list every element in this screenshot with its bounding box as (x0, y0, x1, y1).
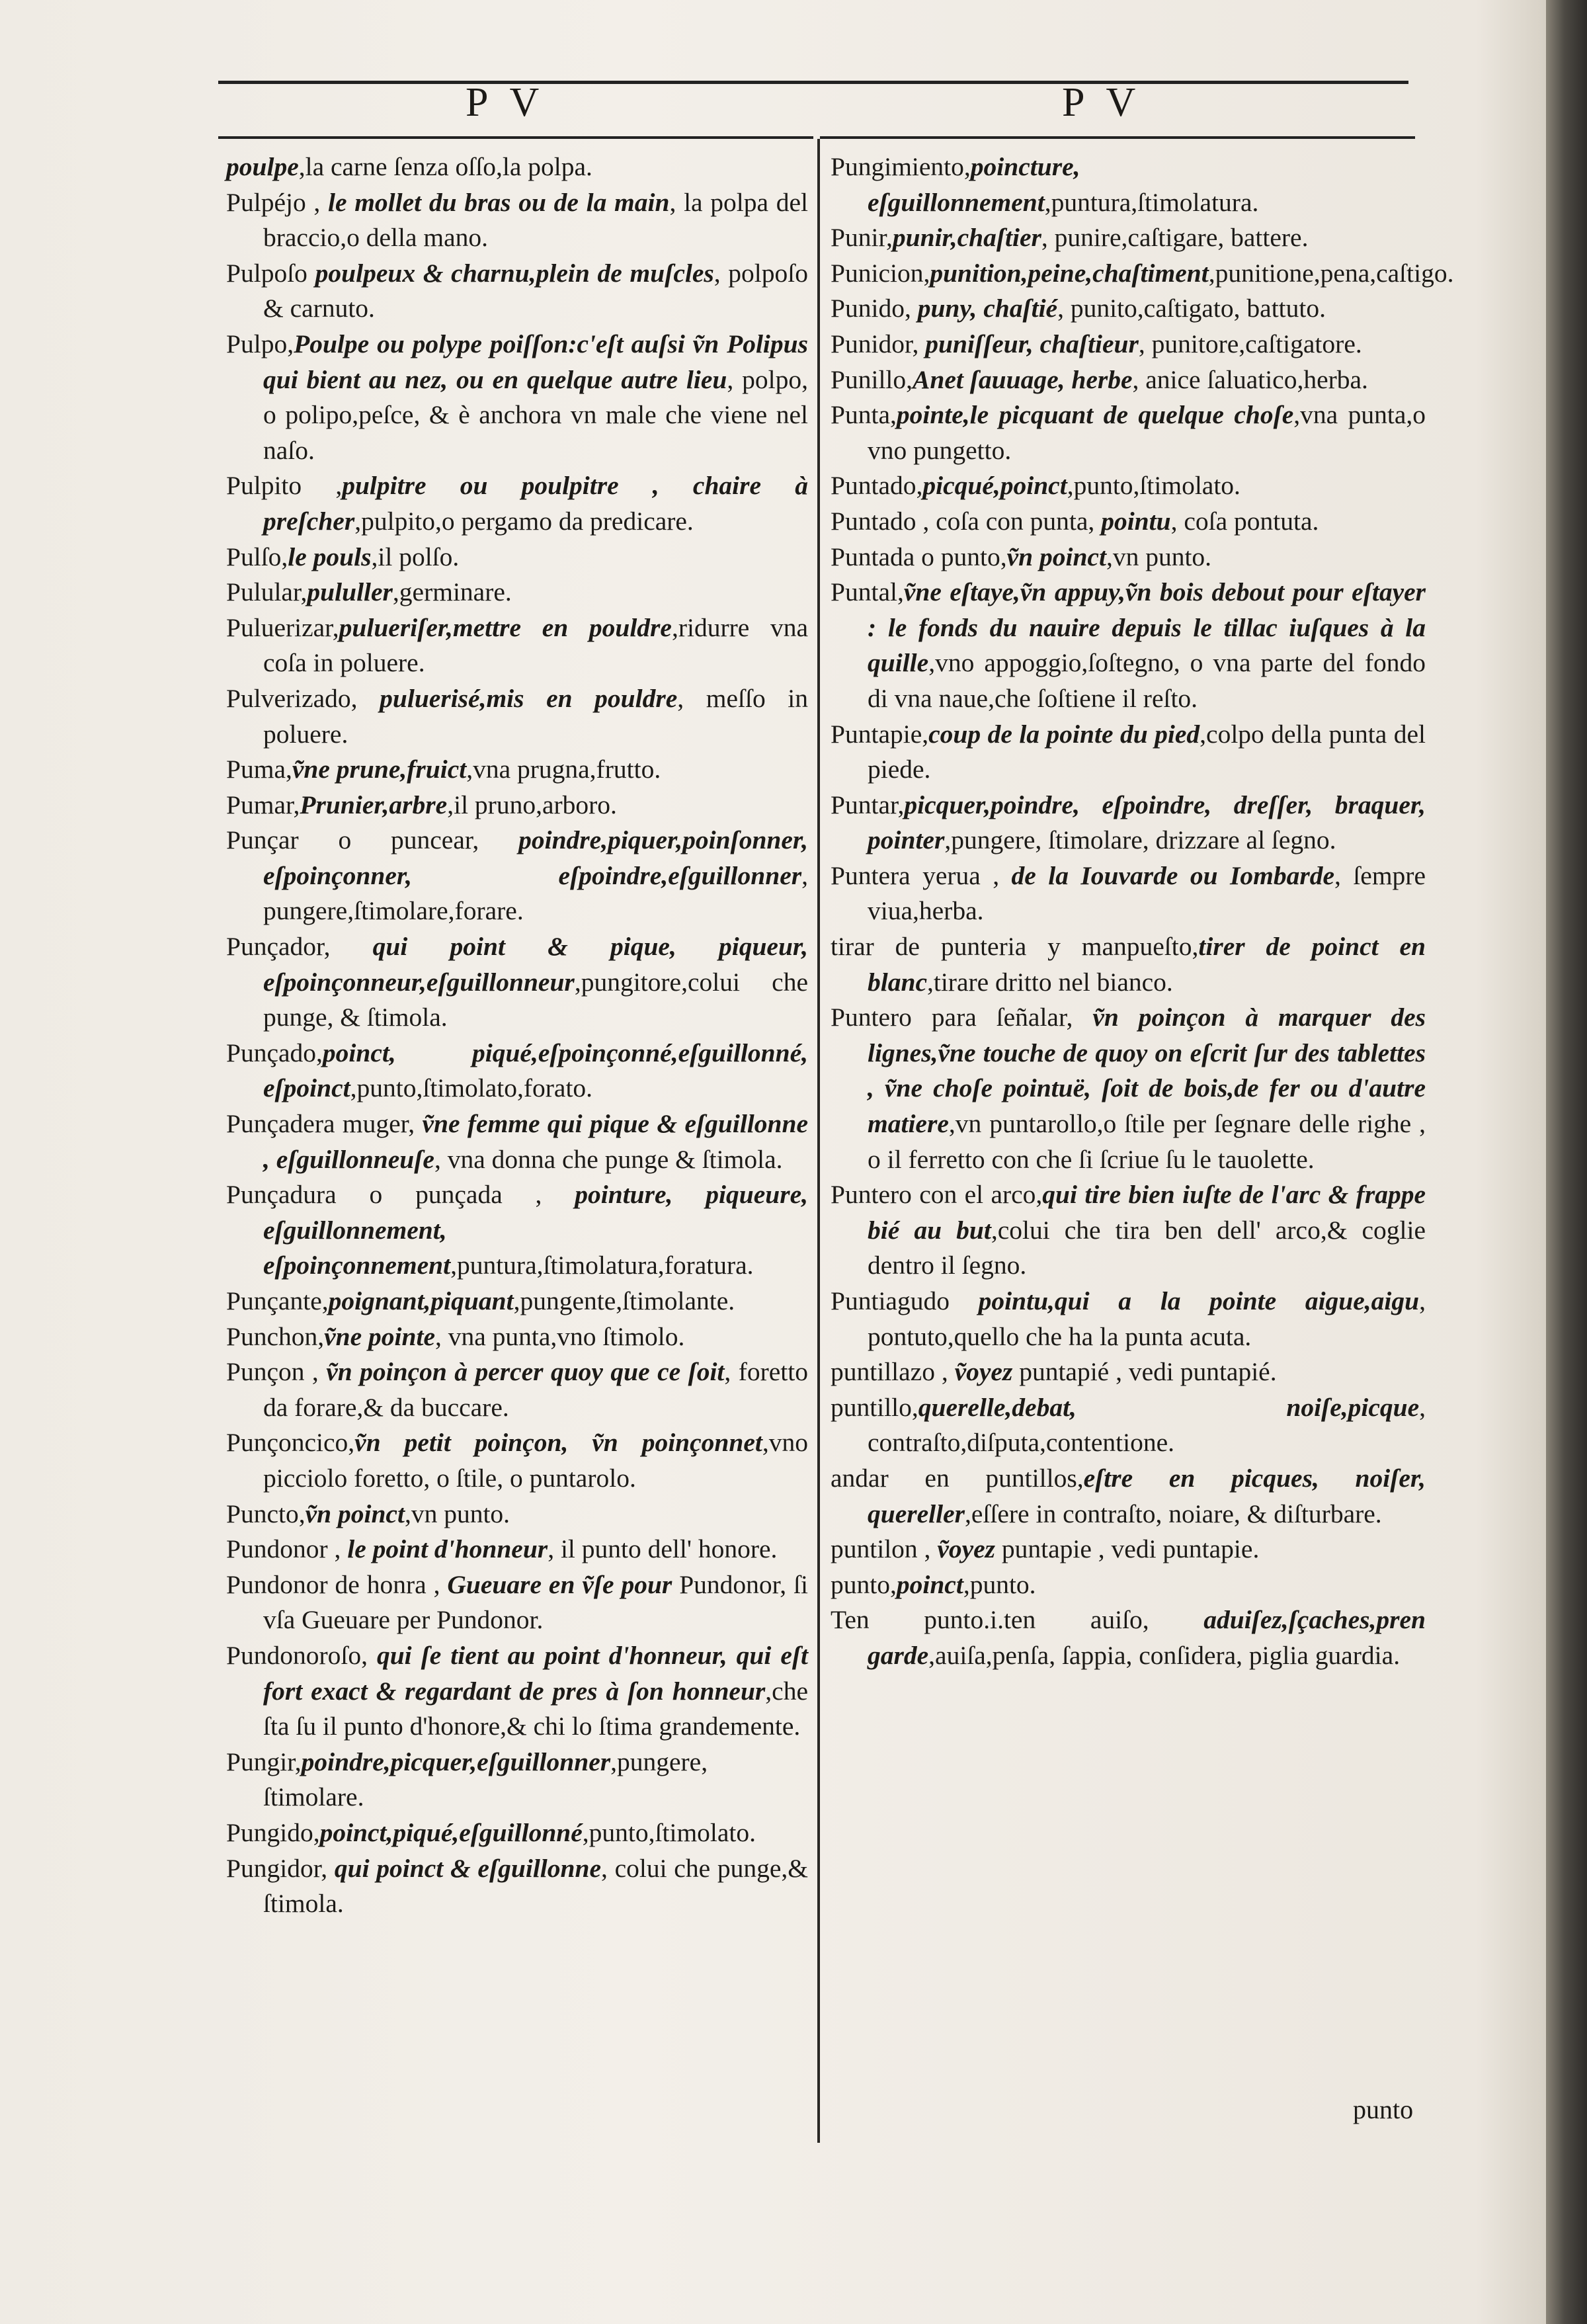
entry-headword: punto, (831, 1569, 897, 1599)
dictionary-entry (226, 929, 808, 1036)
dictionary-entry (226, 256, 808, 327)
entry-headword: Pulpéjo , (226, 187, 328, 217)
dictionary-entry (226, 1815, 808, 1851)
entry-italian-gloss: ,il polſo. (371, 542, 460, 571)
entry-italian-gloss: Pundonor, ſi vſa Gueuare per Pundonor. (263, 1569, 808, 1635)
dictionary-entry (226, 1177, 808, 1284)
entry-french-gloss: poindre,piquer,poinſonner, eſpoinçonner, eſpoindre,eſguillonner (263, 825, 808, 890)
entry-headword: Punçado, (226, 1038, 323, 1067)
entry-french-gloss: de la Iouvarde ou Iombarde (1011, 860, 1335, 890)
entry-french-gloss: qui tire bien iuſte de l'arc & frappe bié au but (868, 1180, 1426, 1245)
entry-italian-gloss: , punire,caſtigare, battere. (1041, 223, 1309, 253)
dictionary-entry (226, 468, 808, 539)
entry-headword: puntilon , (831, 1534, 938, 1564)
entry-headword: Punidor, (831, 329, 926, 358)
entry-italian-gloss: ,vno picciolo foretto, o ſtile, o puntarolo. (263, 1428, 808, 1493)
dictionary-entry (831, 504, 1426, 540)
entry-headword: Pundonor , (226, 1534, 348, 1564)
entry-headword: Punicion, (831, 258, 930, 288)
entry-headword: Pulverizado, (226, 683, 380, 713)
entry-headword: Pungir, (226, 1747, 302, 1776)
entry-headword: Punido, (831, 294, 918, 323)
entry-french-gloss: ṽn poinct (1006, 542, 1106, 571)
dictionary-entry (226, 1638, 808, 1745)
entry-french-gloss: pululler (307, 577, 393, 607)
entry-french-gloss: ṽne eſtaye,ṽn appuy,ṽn bois debout pour eſtayer : le fonds du nauire depuis le tillac iuſques à la quille (868, 577, 1426, 678)
dictionary-entry (226, 1284, 808, 1319)
dictionary-entry (226, 540, 808, 575)
entry-french-gloss: poinct, piqué,eſpoinçonné,eſguillonné, eſpoinct (263, 1038, 808, 1103)
entry-italian-gloss: ,vna prugna,frutto. (466, 755, 661, 784)
entry-italian-gloss: , la polpa del braccio,o della mano. (263, 187, 808, 253)
entry-french-gloss: poindre,picquer,eſguillonner (301, 1747, 611, 1776)
catchword: punto (1353, 2095, 1414, 2124)
entry-french-gloss: ṽoyez (937, 1534, 996, 1564)
entry-italian-gloss: ,punto,ſtimolato,forato. (350, 1073, 593, 1103)
entry-headword: Puntada o punto, (831, 542, 1007, 571)
entry-headword: Punçon , (226, 1357, 327, 1387)
entry-headword: Puntiagudo (831, 1286, 979, 1315)
entry-italian-gloss: , coſa pontuta. (1170, 506, 1319, 536)
dictionary-entry (831, 149, 1426, 220)
dictionary-entry (226, 681, 808, 752)
entry-french-gloss: qui point & pique, piqueur, eſpoinçonneur,eſguillonneur (263, 932, 808, 997)
dictionary-entry (226, 1036, 808, 1106)
entry-italian-gloss: ,vn punto. (1106, 542, 1212, 571)
dictionary-entry (226, 1106, 808, 1177)
entry-headword: Puma, (226, 755, 292, 784)
entry-french-gloss: punition,peine,chaſtiment (930, 258, 1209, 288)
entry-french-gloss: ṽoyez (954, 1357, 1013, 1387)
dictionary-entry (226, 149, 808, 185)
entry-headword: Puntera yerua , (831, 860, 1012, 890)
entry-italian-gloss: , il punto dell' honore. (548, 1534, 778, 1564)
entry-french-gloss: poincture, eſguillonnement (868, 152, 1080, 217)
entry-headword: Ten punto.i.ten auiſo, (831, 1605, 1204, 1635)
dictionary-entry (226, 1497, 808, 1532)
entry-italian-gloss: ,punitione,pena,caſtigo. (1208, 258, 1454, 288)
entry-french-gloss: pointu,qui a la pointe aigue,aigu (978, 1286, 1420, 1315)
entry-headword: Punillo, (831, 364, 913, 394)
entry-french-gloss: Gueuare en ṽſe pour (447, 1569, 672, 1599)
entry-french-gloss: Poulpe ou polype poiſſon:c'eſt auſsi ṽn Polipus qui bient au nez, ou en quelque autre lieu (263, 329, 808, 394)
entry-headword: Puncto, (226, 1499, 305, 1528)
dictionary-entry (831, 362, 1426, 398)
entry-headword: Pulſo, (226, 542, 288, 571)
dictionary-entry (831, 291, 1426, 327)
entry-headword: Punçar o puncear, (226, 825, 519, 855)
dictionary-entry (831, 540, 1426, 575)
entry-headword: Puluerizar, (226, 612, 339, 642)
entry-french-gloss: coup de la pointe du pied (928, 719, 1200, 749)
entry-french-gloss: ṽne femme qui pique & eſguillonne , eſguillonneuſe (263, 1109, 808, 1174)
entry-french-gloss: Prunier,arbre (300, 790, 448, 819)
dictionary-entry (226, 823, 808, 929)
entry-italian-gloss: puntapie , vedi puntapie. (995, 1534, 1260, 1564)
dictionary-entry (831, 327, 1426, 362)
entry-italian-gloss: ,puntura,ſtimolatura. (1044, 187, 1259, 217)
entry-italian-gloss: ,puntura,ſtimolatura,foratura. (450, 1251, 754, 1280)
entry-french-gloss: ṽne prune,fruict (292, 755, 467, 784)
entry-headword: Punta, (831, 400, 897, 430)
dictionary-entry (226, 788, 808, 823)
entry-headword: Punçoncico, (226, 1428, 355, 1458)
dictionary-entry (831, 220, 1426, 256)
entry-italian-gloss: ,germinare. (392, 577, 512, 607)
entry-italian-gloss: , meſſo in poluere. (263, 683, 808, 749)
entry-headword: Pungidor, (226, 1853, 335, 1883)
column-divider (817, 139, 820, 2143)
dictionary-entry (831, 1461, 1426, 1532)
entry-headword: Pulpoſo (226, 258, 315, 288)
entry-italian-gloss: ,eſſere in contraſto, noiare, & diſturbare. (965, 1499, 1382, 1528)
dictionary-entry (226, 610, 808, 681)
entry-italian-gloss: ,ridurre vna coſa in poluere. (263, 612, 809, 678)
entry-italian-gloss: puntapié , vedi puntapié. (1012, 1357, 1277, 1387)
entry-italian-gloss: ,tirare dritto nel bianco. (926, 967, 1173, 997)
entry-italian-gloss: ,pungente,ſtimolante. (513, 1286, 735, 1315)
dictionary-entry (831, 929, 1426, 1000)
entry-french-gloss: tirer de poinct en blanc (868, 932, 1426, 997)
entry-headword: Puntado , coſa con punta, (831, 506, 1102, 536)
entry-french-gloss: Anet ſauuage, herbe (913, 364, 1133, 394)
entry-french-gloss: pulueriſer,mettre en pouldre (339, 612, 672, 642)
entry-italian-gloss: ,vn punto. (404, 1499, 510, 1528)
entry-headword: Pulpo, (226, 329, 294, 358)
dictionary-entry (226, 327, 808, 468)
entry-italian-gloss: ,il pruno,arboro. (447, 790, 617, 819)
entry-headword: puntillo, (831, 1392, 918, 1422)
dictionary-entry (831, 575, 1426, 716)
entry-italian-gloss: ,punto,ſtimolato. (582, 1817, 756, 1847)
dictionary-entry (831, 858, 1426, 929)
entry-french-gloss: picquer,poindre, eſpoindre, dreſſer, braquer, pointer (868, 790, 1426, 855)
dictionary-entry (831, 717, 1426, 788)
entry-headword: Punçadura o punçada , (226, 1180, 575, 1210)
entry-headword: Pungimiento, (831, 152, 971, 181)
entry-french-gloss: ṽne pointe (324, 1321, 435, 1351)
dictionary-entry (831, 256, 1454, 292)
entry-italian-gloss: ,vna punta,o vno pungetto. (868, 400, 1426, 465)
right-column (831, 149, 1454, 1674)
entry-italian-gloss: , contraſto,diſputa,contentione. (868, 1392, 1426, 1458)
entry-headword: Puntar, (831, 790, 905, 819)
entry-italian-gloss: , polpo, o polipo,peſce, & è anchora vn male che viene nel naſo. (263, 364, 808, 465)
entry-headword: puntillazo , (831, 1357, 955, 1387)
entry-french-gloss: ṽn poinct (305, 1499, 405, 1528)
dictionary-entry (831, 397, 1426, 468)
left-column (226, 149, 808, 1922)
dictionary-entry (226, 1532, 808, 1567)
entry-french-gloss: querelle,debat, noiſe,picque (918, 1392, 1420, 1422)
entry-headword: Puntero con el arco, (831, 1180, 1043, 1210)
dictionary-entry (831, 1602, 1426, 1673)
dictionary-entry (226, 1319, 808, 1355)
entry-french-gloss: ṽn poinçon à marquer des lignes,ṽne touche de quoy on eſcrit ſur des tablettes , ṽne choſe pointuë, ſoit de bois,de fer ou d'autre matiere (868, 1003, 1426, 1139)
entry-italian-gloss: , ſempre viua,herba. (868, 860, 1426, 926)
entry-italian-gloss: ,punto. (963, 1569, 1036, 1599)
entry-headword: tirar de punteria y manpueſto, (831, 932, 1199, 962)
entry-french-gloss: pointe,le picquant de quelque choſe (896, 400, 1294, 430)
dictionary-entry (831, 1567, 1426, 1603)
dictionary-entry (831, 1284, 1426, 1354)
entry-headword: Puntero para ſeñalar, (831, 1003, 1093, 1032)
entry-italian-gloss: , pontuto,quello che ha la punta acuta. (868, 1286, 1426, 1351)
head-rule-right (820, 136, 1415, 139)
head-rule-left (218, 136, 813, 139)
dictionary-entry (831, 1390, 1426, 1461)
entry-italian-gloss: , anice ſaluatico,herba. (1132, 364, 1368, 394)
entry-french-gloss: puluerisé,mis en pouldre (380, 683, 678, 713)
entry-italian-gloss: ,vno appoggio,ſoſtegno, o vna parte del fondo di vna naue,che ſoſtiene il reſto. (868, 648, 1426, 713)
entry-french-gloss: le point d'honneur (347, 1534, 548, 1564)
entry-headword: Punçadera muger, (226, 1109, 423, 1139)
entry-french-gloss: qui ſe tient au point d'honneur, qui eſt fort exact & regardant de pres à ſon honneur (263, 1640, 808, 1706)
entry-headword: Pumar, (226, 790, 300, 819)
entry-italian-gloss: , pungere,ſtimolare,forare. (263, 860, 808, 926)
entry-italian-gloss: ,che ſta ſu il punto d'honore,& chi lo ſtima grandemente. (263, 1676, 808, 1741)
entry-headword: Pungido, (226, 1817, 320, 1847)
entry-italian-gloss: ,pungere, ſtimolare. (263, 1747, 708, 1812)
entry-headword: Puntapie, (831, 719, 929, 749)
dictionary-entry (226, 185, 808, 256)
entry-french-gloss: qui poinct & eſguillonne (334, 1853, 601, 1883)
entry-french-gloss: punir,chaſtier (892, 223, 1041, 253)
dictionary-entry (831, 1000, 1426, 1177)
dictionary-entry (831, 1354, 1426, 1390)
entry-italian-gloss: ,auiſa,penſa, ſappia, conſidera, piglia guardia. (928, 1640, 1401, 1670)
entry-italian-gloss: , punito,caſtigato, battuto. (1057, 294, 1326, 323)
entry-french-gloss: poulpe (226, 152, 299, 181)
entry-french-gloss: ṽn poinçon à percer quoy que ce ſoit (326, 1357, 725, 1387)
entry-italian-gloss: ,pulpito,o pergamo da predicare. (354, 506, 694, 536)
entry-italian-gloss: ,colui che tira ben dell' arco,& coglie dentro il ſegno. (868, 1215, 1426, 1280)
entry-french-gloss: pointu (1101, 506, 1171, 536)
entry-headword: Pundonor de honra , (226, 1569, 448, 1599)
entry-headword: Pulular, (226, 577, 307, 607)
entry-french-gloss: ṽn petit poinçon, ṽn poinçonnet (354, 1428, 762, 1458)
entry-headword: Pundonoroſo, (226, 1640, 377, 1670)
entry-italian-gloss: , vna donna che punge & ſtimola. (434, 1144, 783, 1174)
dictionary-entry (226, 1567, 808, 1638)
dictionary-entry (831, 1532, 1426, 1567)
entry-headword: Pulpito , (226, 471, 343, 501)
entry-french-gloss: poinct (896, 1569, 963, 1599)
dictionary-entry (831, 788, 1426, 858)
dictionary-entry (226, 1745, 808, 1815)
entry-headword: Punchon, (226, 1321, 325, 1351)
dictionary-entry (226, 1354, 808, 1425)
entry-italian-gloss: , colui che punge,& ſtimola. (263, 1853, 808, 1919)
dictionary-entry (226, 752, 808, 788)
entry-french-gloss: picqué,poinct (922, 471, 1067, 501)
entry-french-gloss: pointure, piqueure, eſguillonnement, eſpoinçonnement (263, 1180, 808, 1280)
top-rule (218, 81, 1408, 84)
entry-italian-gloss: , foretto da forare,& da buccare. (263, 1357, 809, 1422)
dictionary-entry (226, 575, 808, 610)
running-head-left: P V (466, 80, 546, 125)
entry-italian-gloss: ,colpo della punta del piede. (868, 719, 1426, 784)
dictionary-entry (226, 1425, 808, 1496)
entry-french-gloss: poignant,piquant (328, 1286, 514, 1315)
entry-italian-gloss: ,vn puntarollo,o ſtile per ſegnare delle righe , o il ferretto con che ſi ſcriue ſu le tauolette. (868, 1109, 1426, 1174)
entry-italian-gloss: ,pungere, ſtimolare, drizzare al ſegno. (944, 825, 1336, 855)
entry-italian-gloss: , punitore,caſtigatore. (1138, 329, 1362, 358)
running-head-right: P V (1062, 80, 1143, 125)
entry-french-gloss: pulpitre ou poulpitre , chaire à preſcher (263, 471, 808, 536)
entry-french-gloss: poinct,piqué,eſguillonné (319, 1817, 583, 1847)
entry-french-gloss: le mollet du bras ou de la main (328, 187, 670, 217)
entry-italian-gloss: , vna punta,vno ſtimolo. (434, 1321, 685, 1351)
entry-headword: Puntado, (831, 471, 923, 501)
entry-headword: Punçante, (226, 1286, 329, 1315)
dictionary-entry (226, 1851, 808, 1922)
dictionary-entry (831, 468, 1426, 504)
entry-headword: Punir, (831, 223, 893, 253)
entry-french-gloss: le pouls (288, 542, 372, 571)
entry-italian-gloss: ,pungitore,colui che punge, & ſtimola. (263, 967, 808, 1032)
entry-italian-gloss: , polpoſo & carnuto. (263, 258, 809, 323)
entry-italian-gloss: ,la carne ſenza oſſo,la polpa. (298, 152, 592, 181)
entry-french-gloss: puny, chaſtié (917, 294, 1058, 323)
entry-french-gloss: poulpeux & charnu,plein de muſcles (315, 258, 714, 288)
entry-french-gloss: aduiſez,ſçaches,pren garde (868, 1605, 1426, 1670)
entry-headword: Puntal, (831, 577, 904, 607)
entry-headword: andar en puntillos, (831, 1463, 1084, 1493)
entry-headword: Punçador, (226, 932, 373, 962)
entry-italian-gloss: ,punto,ſtimolato. (1067, 471, 1241, 501)
entry-french-gloss: puniſſeur, chaſtieur (925, 329, 1139, 358)
dictionary-entry (831, 1177, 1426, 1284)
book-binding-edge (1546, 0, 1587, 2324)
entry-french-gloss: eſtre en picques, noiſer, quereller (868, 1463, 1426, 1528)
